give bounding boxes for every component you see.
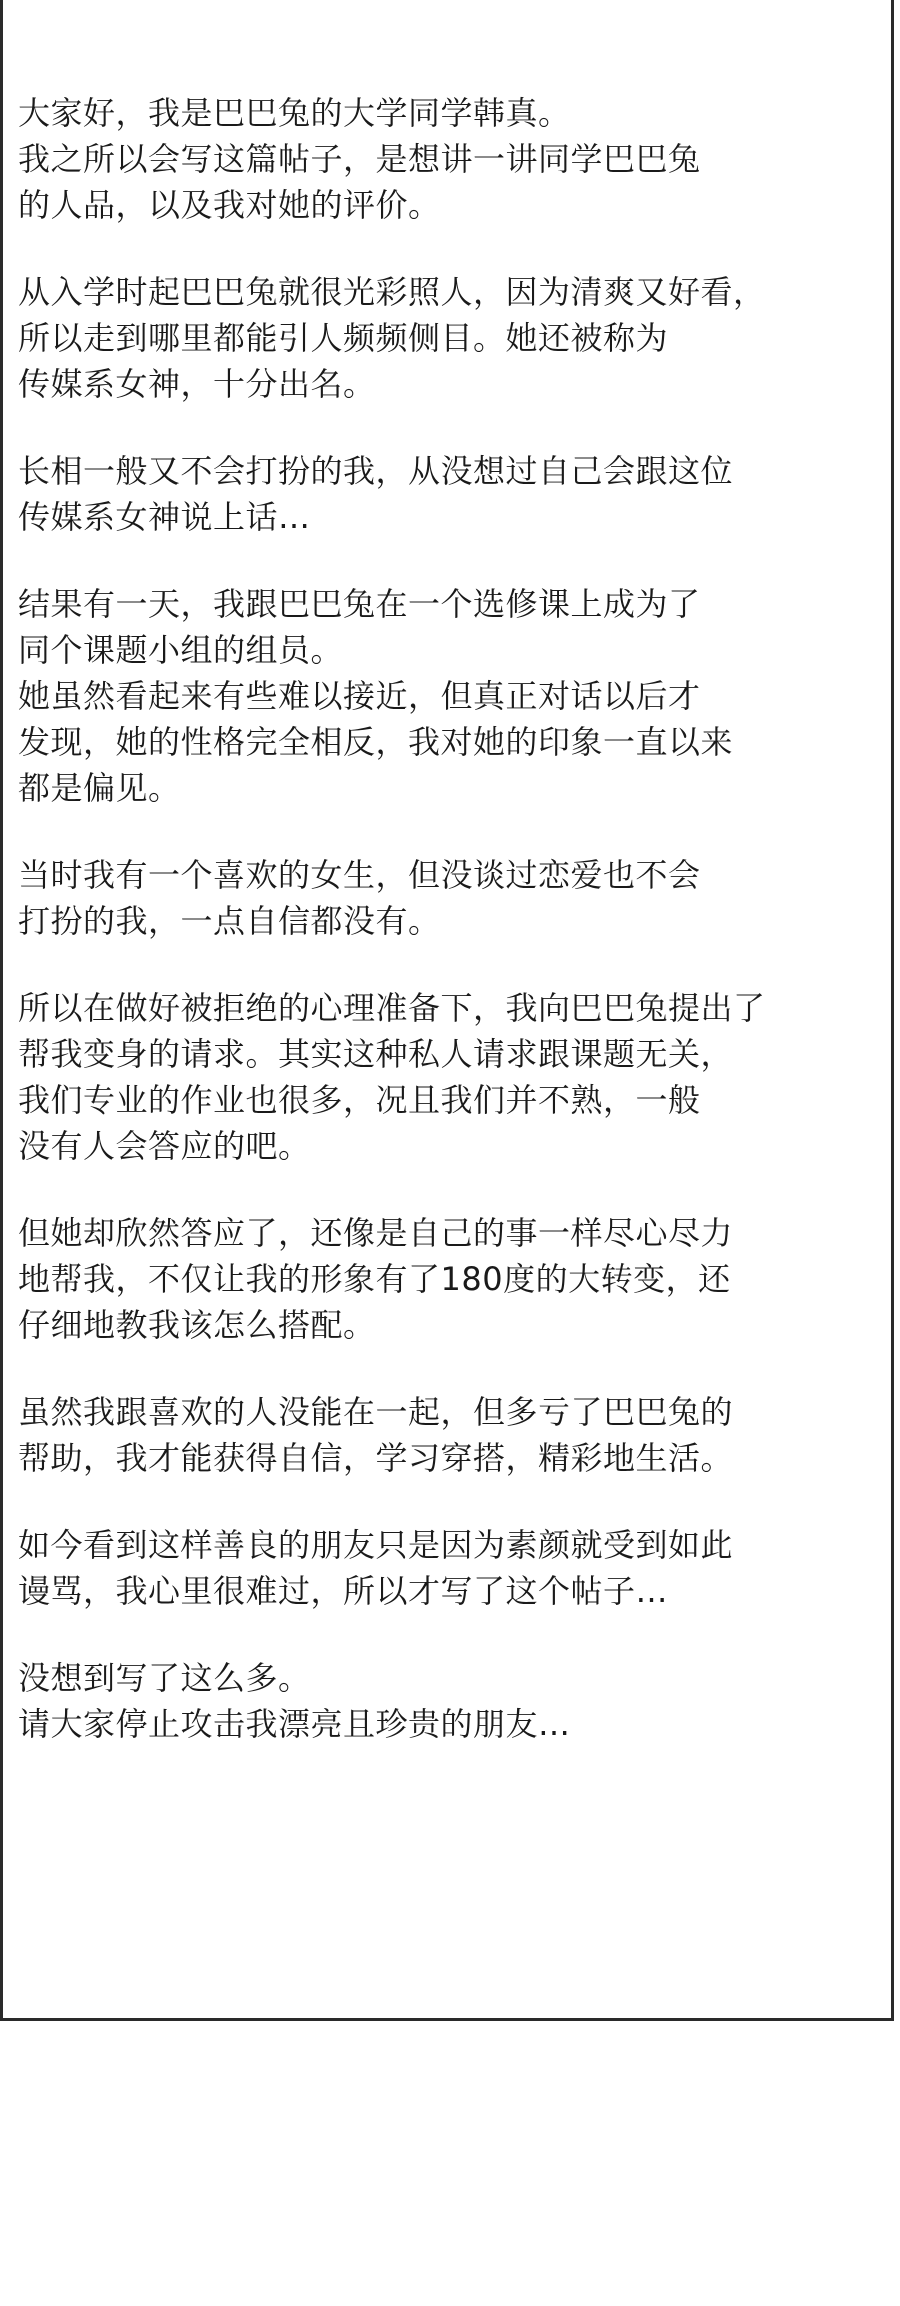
paragraph-sadness xyxy=(18,1522,888,1614)
text-line: 结果有一天，我跟巴巴兔在一个选修课上成为了 xyxy=(18,585,701,623)
text-line: 我们专业的作业也很多，况且我们并不熟，一般 xyxy=(18,1081,701,1119)
post-body xyxy=(18,90,888,1788)
text-line: 帮我变身的请求。其实这种私人请求跟课题无关， xyxy=(18,1035,734,1073)
text-line: 谩骂，我心里很难过，所以才写了这个帖子… xyxy=(18,1572,669,1610)
paragraph-request xyxy=(18,985,888,1169)
paragraph-closing xyxy=(18,1655,888,1747)
text-line: 如今看到这样善良的朋友只是因为素颜就受到如此 xyxy=(18,1526,734,1564)
text-line: 传媒系女神说上话… xyxy=(18,498,311,536)
text-line: 她虽然看起来有些难以接近，但真正对话以后才 xyxy=(18,677,701,715)
paragraph-intro xyxy=(18,90,888,228)
text-line: 所以在做好被拒绝的心理准备下，我向巴巴兔提出了 xyxy=(18,989,766,1027)
blank-area xyxy=(0,2022,900,2306)
text-line: 没想到写了这么多。 xyxy=(18,1659,311,1697)
text-line: 但她却欣然答应了，还像是自己的事一样尽心尽力 xyxy=(18,1214,734,1252)
text-line: 发现，她的性格完全相反，我对她的印象一直以来 xyxy=(18,723,734,761)
text-line: 从入学时起巴巴兔就很光彩照人，因为清爽又好看， xyxy=(18,273,766,311)
text-line: 当时我有一个喜欢的女生，但没谈过恋爱也不会 xyxy=(18,856,701,894)
paragraph-crush xyxy=(18,852,888,944)
text-line: 虽然我跟喜欢的人没能在一起，但多亏了巴巴兔的 xyxy=(18,1393,734,1431)
text-line: 大家好，我是巴巴兔的大学同学韩真。 xyxy=(18,94,571,132)
text-line: 没有人会答应的吧。 xyxy=(18,1127,311,1165)
text-line: 所以走到哪里都能引人频频侧目。她还被称为 xyxy=(18,319,669,357)
text-line: 传媒系女神，十分出名。 xyxy=(18,365,376,403)
text-line: 我之所以会写这篇帖子，是想讲一讲同学巴巴兔 xyxy=(18,140,701,178)
text-line: 帮助，我才能获得自信，学习穿搭，精彩地生活。 xyxy=(18,1439,734,1477)
text-line: 长相一般又不会打扮的我，从没想过自己会跟这位 xyxy=(18,452,734,490)
text-line: 都是偏见。 xyxy=(18,769,181,807)
paragraph-help xyxy=(18,1210,888,1348)
paragraph-self-description xyxy=(18,448,888,540)
paragraph-first-impression xyxy=(18,269,888,407)
paragraph-meeting xyxy=(18,581,888,811)
text-line: 请大家停止攻击我漂亮且珍贵的朋友… xyxy=(18,1705,571,1743)
paragraph-gratitude xyxy=(18,1389,888,1481)
text-line: 打扮的我，一点自信都没有。 xyxy=(18,902,441,940)
text-line: 地帮我，不仅让我的形象有了180度的大转变，还 xyxy=(18,1260,731,1298)
text-line: 的人品，以及我对她的评价。 xyxy=(18,186,441,224)
text-line: 同个课题小组的组员。 xyxy=(18,631,344,669)
text-line: 仔细地教我该怎么搭配。 xyxy=(18,1306,376,1344)
